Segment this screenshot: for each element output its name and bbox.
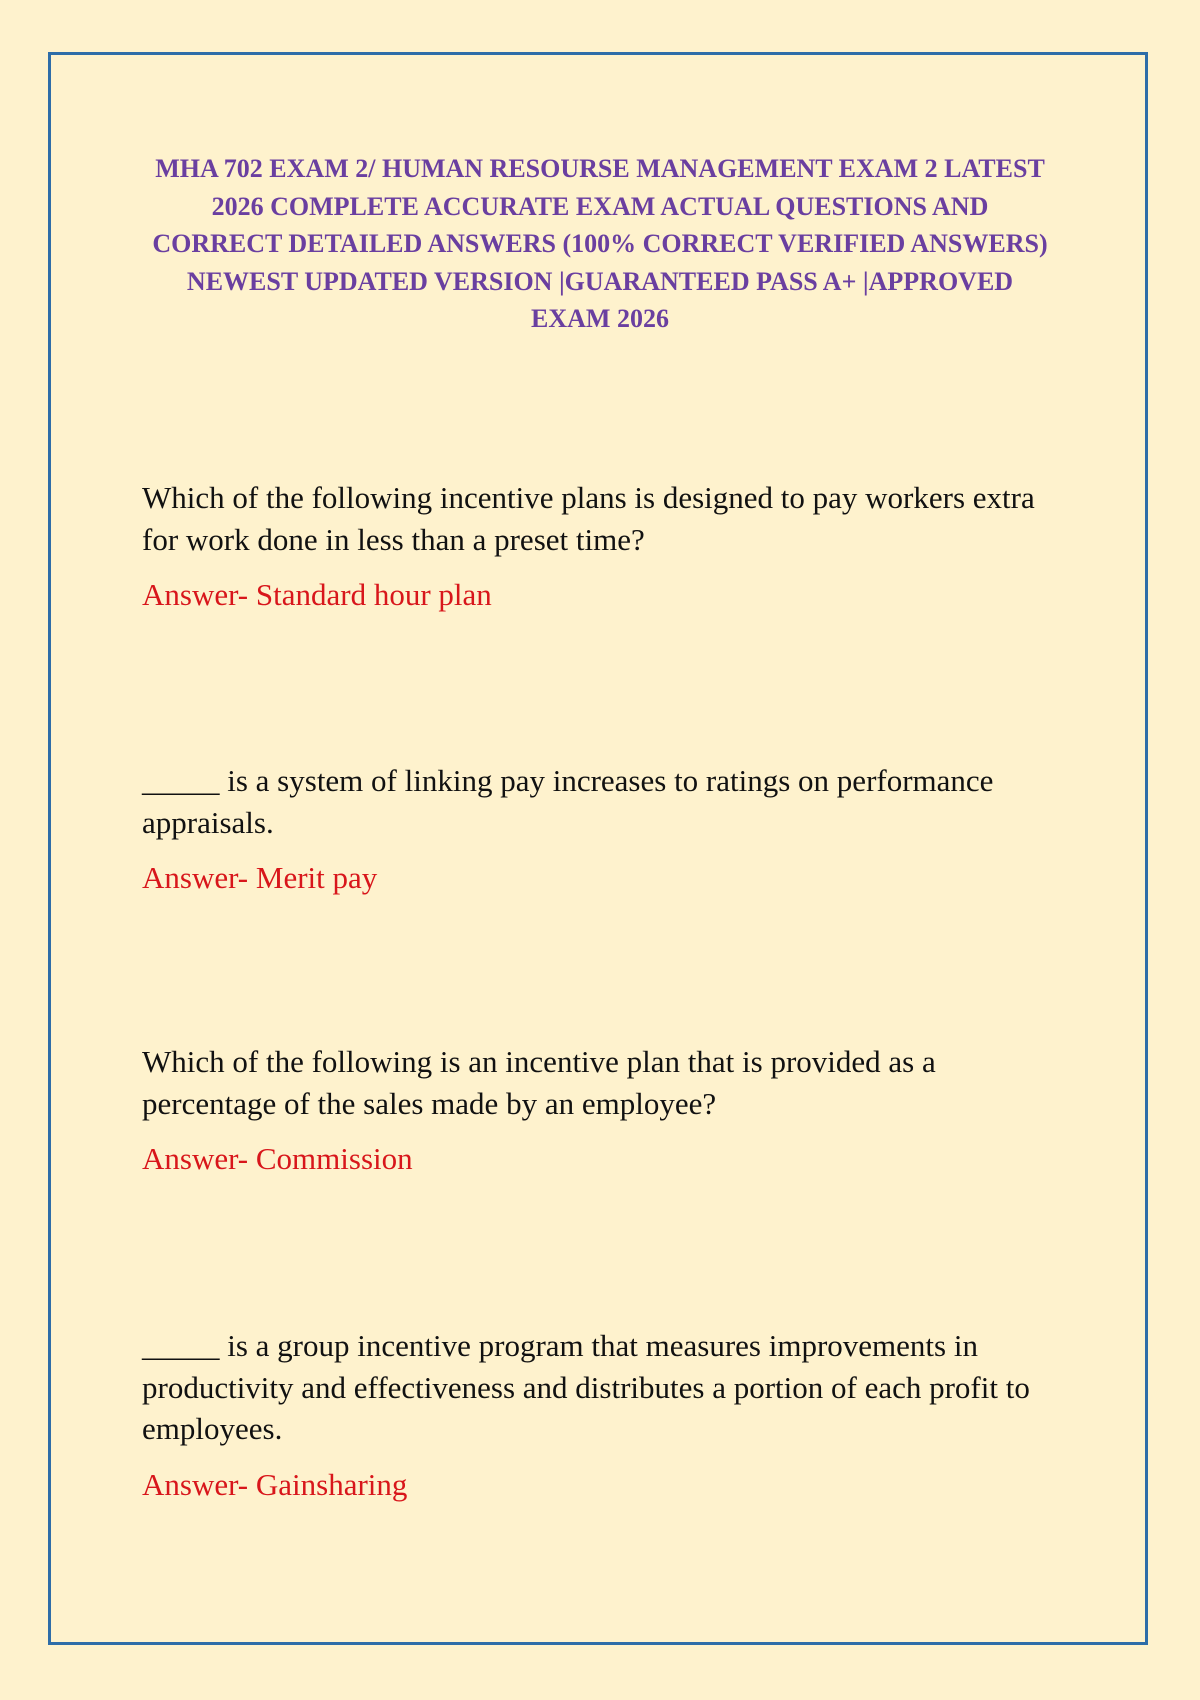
document-title: MHA 702 EXAM 2/ HUMAN RESOURSE MANAGEMENT EXAM 2 LATEST 2026 COMPLETE ACCURATE EXAM ACTUAL QUESTIONS AND CORRECT DETAILED ANSWERS (100% CORRECT VERIFIED ANSWERS) NEWEST UPDATED VERSION |GUARANTEED PASS A+ |APPROVED EXAM 2026 — [152, 154, 1048, 333]
question-text: Which of the following is an incentive plan that is provided as a percentage of the sales made by an employee? — [142, 1044, 936, 1121]
answer-text: Answer- Commission — [142, 1141, 413, 1176]
answer-text: Answer- Gainsharing — [142, 1466, 408, 1502]
qa-item — [142, 1325, 1062, 1505]
qa-item — [142, 760, 1062, 899]
question-text: _____ is a group incentive program that measures improvements in productivity and effectiveness and distributes a portion of each profit to employees. — [142, 1328, 1030, 1446]
question-text: _____ is a system of linking pay increases to ratings on performance appraisals. — [142, 763, 994, 840]
answer-text: Answer- Merit pay — [142, 860, 378, 895]
qa-item — [142, 477, 1062, 616]
answer-text: Answer- Standard hour plan — [142, 577, 492, 612]
qa-item — [142, 1041, 1062, 1180]
question-text: Which of the following incentive plans is designed to pay workers extra for work done in less than a preset time? — [142, 480, 1035, 557]
